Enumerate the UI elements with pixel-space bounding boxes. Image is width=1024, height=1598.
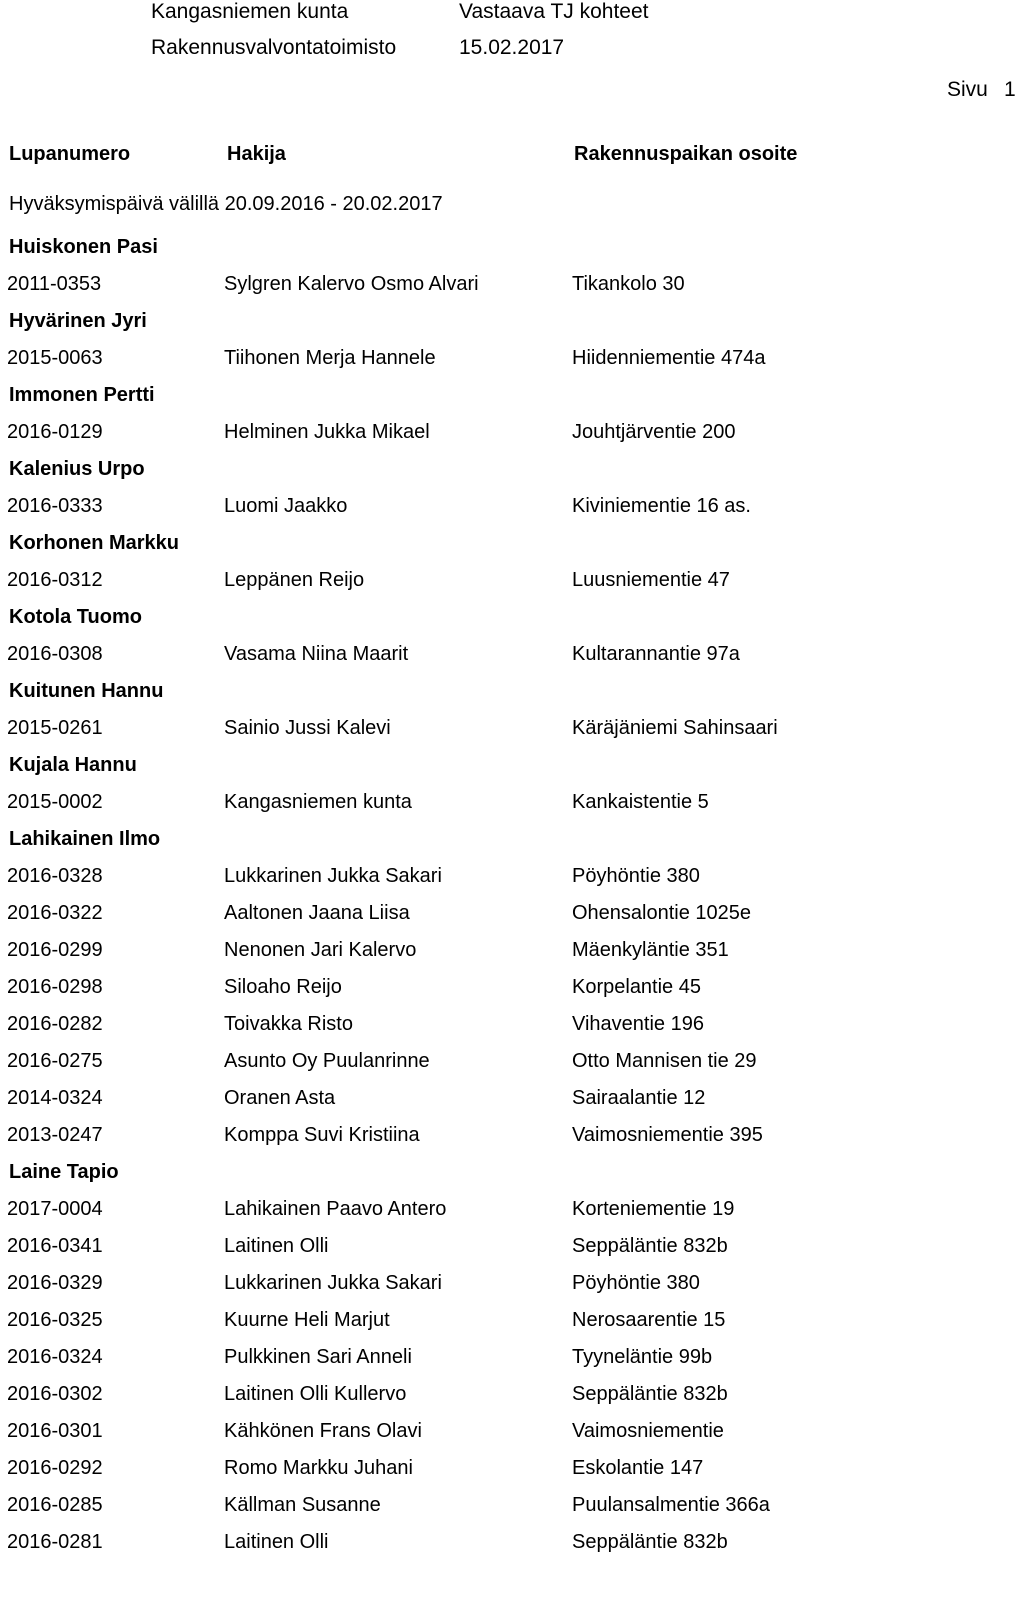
permit-row	[0, 1450, 1024, 1487]
permit-row	[0, 488, 1024, 525]
site-address: Käräjäniemi Sahinsaari	[572, 717, 778, 739]
permit-row	[0, 1339, 1024, 1376]
permit-row	[0, 340, 1024, 377]
permit-row	[0, 932, 1024, 969]
officer-group	[0, 1154, 1024, 1561]
site-address: Vaimosniementie 395	[572, 1124, 763, 1146]
site-address: Eskolantie 147	[572, 1457, 704, 1479]
officer-name: Kuitunen Hannu	[9, 680, 164, 702]
column-header-applicant: Hakija	[227, 143, 286, 165]
site-address: Ohensalontie 1025e	[572, 902, 752, 924]
site-address: Korteniementie 19	[572, 1198, 735, 1220]
applicant-name: Kangasniemen kunta	[224, 791, 412, 813]
permit-row	[0, 562, 1024, 599]
site-address: Kiviniementie 16 as.	[572, 495, 751, 517]
permit-row	[0, 1413, 1024, 1450]
site-address: Vaimosniementie	[572, 1420, 724, 1442]
site-address: Mäenkyläntie 351	[572, 939, 729, 961]
site-address: Seppäläntie 832b	[572, 1235, 728, 1257]
applicant-name: Leppänen Reijo	[224, 569, 365, 591]
page-number: 1	[1004, 78, 1016, 101]
permit-number: 2016-0329	[7, 1272, 103, 1294]
column-header-permit-number: Lupanumero	[9, 143, 131, 165]
permit-row	[0, 1080, 1024, 1117]
permit-number: 2016-0324	[7, 1346, 103, 1368]
permit-row	[0, 1524, 1024, 1561]
permit-row	[0, 636, 1024, 673]
permit-number: 2016-0302	[7, 1383, 103, 1405]
applicant-name: Sylgren Kalervo Osmo Alvari	[224, 273, 479, 295]
officer-group	[0, 673, 1024, 747]
permit-row	[0, 1376, 1024, 1413]
permit-row	[0, 784, 1024, 821]
officer-name: Kalenius Urpo	[9, 458, 145, 480]
permit-row	[0, 1265, 1024, 1302]
permit-row	[0, 1487, 1024, 1524]
permit-number: 2016-0292	[7, 1457, 103, 1479]
applicant-name: Lahikainen Paavo Antero	[224, 1198, 447, 1220]
site-address: Korpelantie 45	[572, 976, 701, 998]
officer-name: Kotola Tuomo	[9, 606, 142, 628]
applicant-name: Sainio Jussi Kalevi	[224, 717, 391, 739]
permit-number: 2011-0353	[7, 273, 102, 295]
applicant-name: Oranen Asta	[224, 1087, 336, 1109]
site-address: Luusniementie 47	[572, 569, 730, 591]
permit-number: 2016-0308	[7, 643, 103, 665]
officer-group	[0, 451, 1024, 525]
site-address: Pöyhöntie 380	[572, 1272, 700, 1294]
applicant-name: Tiihonen Merja Hannele	[224, 347, 436, 369]
permit-number: 2016-0282	[7, 1013, 103, 1035]
permit-row	[0, 414, 1024, 451]
permit-number: 2016-0312	[7, 569, 103, 591]
site-address: Puulansalmentie 366a	[572, 1494, 770, 1516]
permit-row	[0, 710, 1024, 747]
permit-number: 2014-0324	[7, 1087, 103, 1109]
permit-number: 2016-0341	[7, 1235, 103, 1257]
permit-number: 2016-0298	[7, 976, 103, 998]
site-address: Jouhtjärventie 200	[572, 421, 736, 443]
permit-list	[0, 229, 1024, 1561]
permit-row	[0, 1302, 1024, 1339]
permit-row	[0, 895, 1024, 932]
permit-number: 2016-0129	[7, 421, 103, 443]
officer-name: Korhonen Markku	[9, 532, 180, 554]
officer-name: Lahikainen Ilmo	[9, 828, 161, 850]
permit-number: 2016-0328	[7, 865, 103, 887]
applicant-name: Siloaho Reijo	[224, 976, 342, 998]
permit-row	[0, 1228, 1024, 1265]
permit-row	[0, 969, 1024, 1006]
site-address: Tyyneläntie 99b	[572, 1346, 713, 1368]
site-address: Hiidenniementie 474a	[572, 347, 766, 369]
permit-row	[0, 1006, 1024, 1043]
permit-number: 2017-0004	[7, 1198, 103, 1220]
applicant-name: Asunto Oy Puulanrinne	[224, 1050, 430, 1072]
permit-number: 2016-0285	[7, 1494, 103, 1516]
site-address: Sairaalantie 12	[572, 1087, 706, 1109]
report-title: Vastaava TJ kohteet	[459, 0, 649, 23]
applicant-name: Lukkarinen Jukka Sakari	[224, 1272, 442, 1294]
site-address: Vihaventie 196	[572, 1013, 704, 1035]
applicant-name: Kähkönen Frans Olavi	[224, 1420, 422, 1442]
site-address: Seppäläntie 832b	[572, 1383, 728, 1405]
applicant-name: Källman Susanne	[224, 1494, 381, 1516]
permit-number: 2016-0281	[7, 1531, 103, 1553]
officer-group	[0, 599, 1024, 673]
applicant-name: Laitinen Olli Kullervo	[224, 1383, 407, 1405]
site-address: Kultarannantie 97a	[572, 643, 740, 665]
organization-name: Kangasniemen kunta	[151, 0, 349, 23]
permit-number: 2016-0299	[7, 939, 103, 961]
permit-number: 2016-0322	[7, 902, 103, 924]
officer-name: Immonen Pertti	[9, 384, 155, 406]
applicant-name: Pulkkinen Sari Anneli	[224, 1346, 412, 1368]
site-address: Seppäläntie 832b	[572, 1531, 728, 1553]
officer-name: Hyvärinen Jyri	[9, 310, 147, 332]
applicant-name: Vasama Niina Maarit	[224, 643, 409, 665]
permit-row	[0, 1191, 1024, 1228]
site-address: Otto Mannisen tie 29	[572, 1050, 757, 1072]
applicant-name: Helminen Jukka Mikael	[224, 421, 430, 443]
permit-number: 2016-0301	[7, 1420, 103, 1442]
permit-number: 2015-0002	[7, 791, 103, 813]
site-address: Pöyhöntie 380	[572, 865, 700, 887]
officer-group	[0, 377, 1024, 451]
applicant-name: Toivakka Risto	[224, 1013, 353, 1035]
officer-group	[0, 747, 1024, 821]
site-address: Kankaistentie 5	[572, 791, 709, 813]
applicant-name: Romo Markku Juhani	[224, 1457, 413, 1479]
permit-row	[0, 1043, 1024, 1080]
permit-row	[0, 266, 1024, 303]
applicant-name: Laitinen Olli	[224, 1531, 329, 1553]
approval-period: Hyväksymispäivä välillä 20.09.2016 - 20.02.2017	[9, 193, 443, 215]
column-header-site-address: Rakennuspaikan osoite	[574, 143, 798, 165]
permit-number: 2015-0063	[7, 347, 103, 369]
applicant-name: Aaltonen Jaana Liisa	[224, 902, 410, 924]
page-label: Sivu	[947, 78, 988, 101]
site-address: Nerosaarentie 15	[572, 1309, 726, 1331]
site-address: Tikankolo 30	[572, 273, 685, 295]
permit-number: 2016-0275	[7, 1050, 103, 1072]
department-name: Rakennusvalvontatoimisto	[151, 36, 397, 59]
permit-number: 2016-0333	[7, 495, 103, 517]
report-date: 15.02.2017	[459, 36, 565, 59]
applicant-name: Laitinen Olli	[224, 1235, 329, 1257]
permit-number: 2013-0247	[7, 1124, 103, 1146]
officer-group	[0, 525, 1024, 599]
applicant-name: Kuurne Heli Marjut	[224, 1309, 390, 1331]
applicant-name: Luomi Jaakko	[224, 495, 348, 517]
permit-row	[0, 858, 1024, 895]
applicant-name: Nenonen Jari Kalervo	[224, 939, 417, 961]
applicant-name: Lukkarinen Jukka Sakari	[224, 865, 442, 887]
permit-number: 2015-0261	[7, 717, 103, 739]
applicant-name: Komppa Suvi Kristiina	[224, 1124, 420, 1146]
permit-row	[0, 1117, 1024, 1154]
officer-name: Laine Tapio	[9, 1161, 119, 1183]
officer-name: Huiskonen Pasi	[9, 236, 158, 258]
officer-group	[0, 229, 1024, 303]
officer-group	[0, 821, 1024, 1154]
permit-number: 2016-0325	[7, 1309, 103, 1331]
officer-group	[0, 303, 1024, 377]
officer-name: Kujala Hannu	[9, 754, 137, 776]
